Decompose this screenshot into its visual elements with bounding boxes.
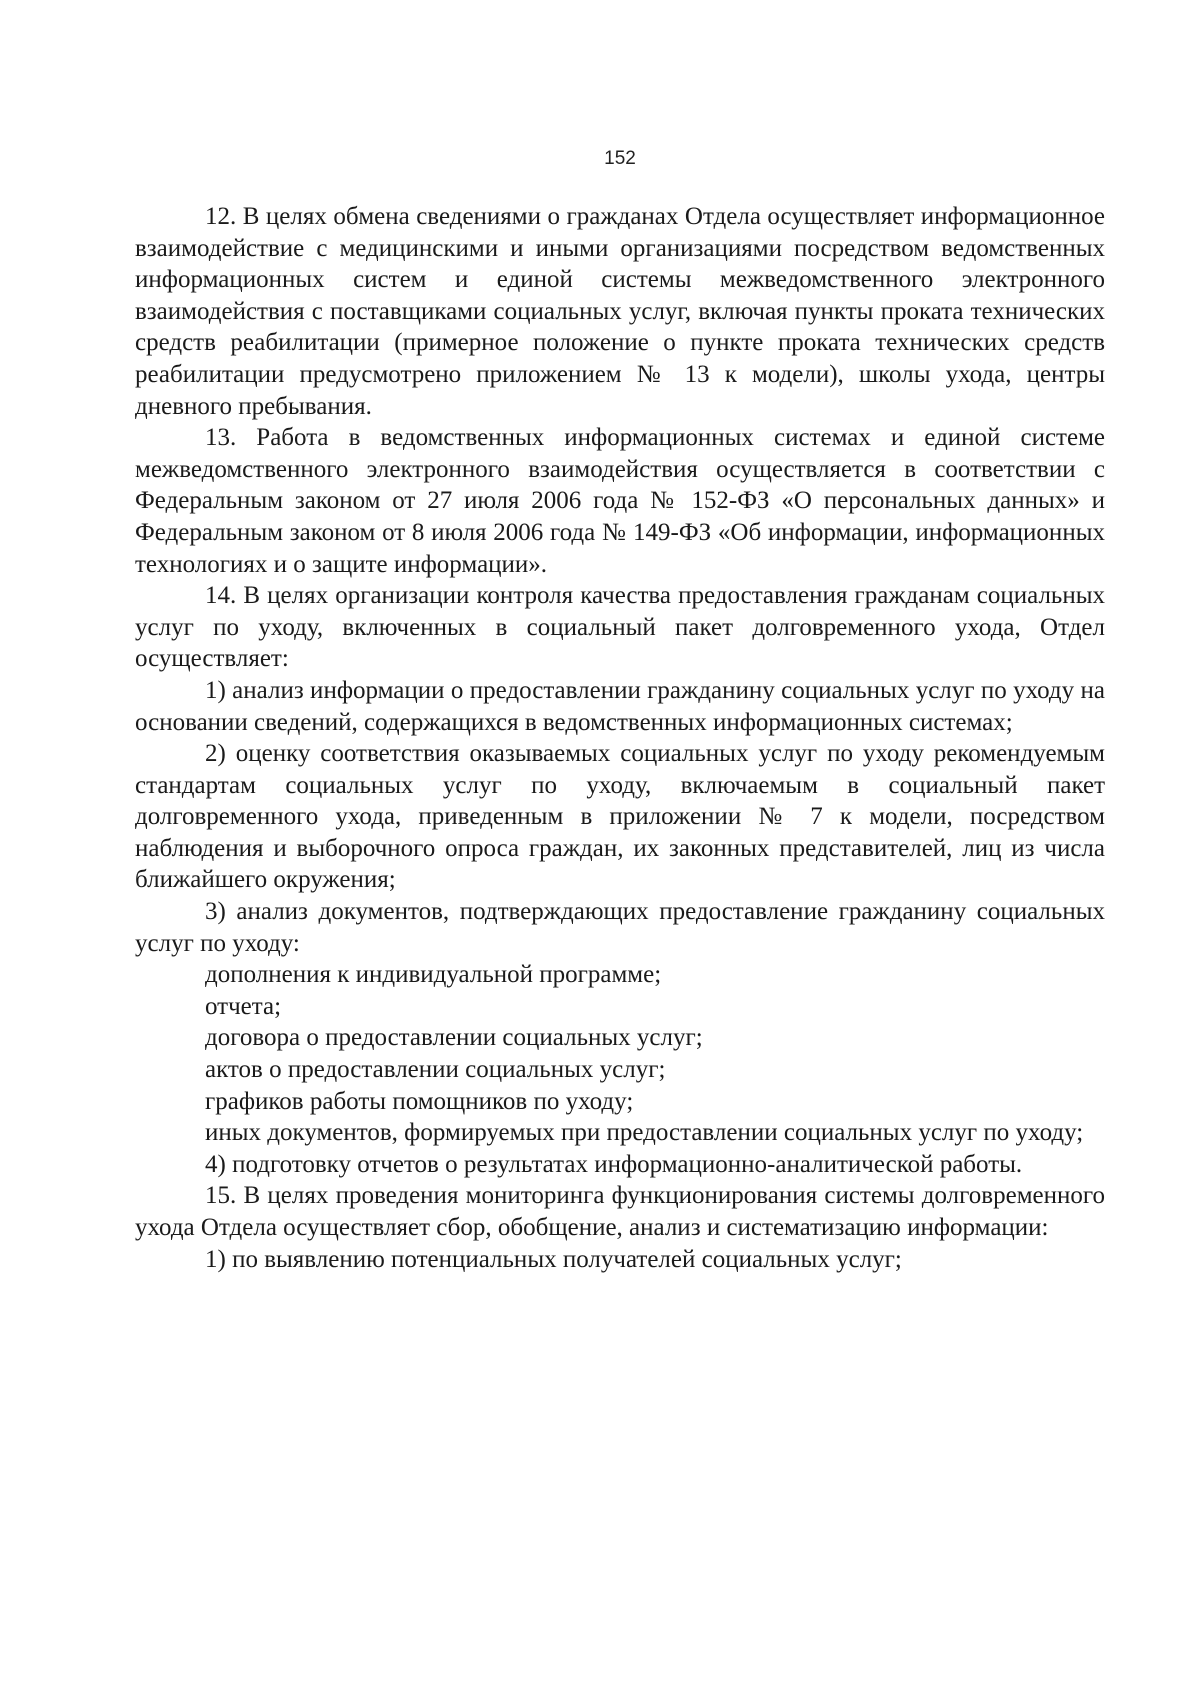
paragraph-14-item-4: 4) подготовку отчетов о результатах информационно-аналитической работы. [205, 1150, 1023, 1178]
paragraph-14: 14. В целях организации контроля качества предоставления гражданам социальных услуг по уходу, включенных в социальный пакет долговременного ухода, Отдел осуществляет: [135, 582, 1105, 673]
page-number: 152 [604, 148, 636, 169]
document-body [135, 201, 1105, 1275]
document-list-item: графиков работы помощников по уходу; [205, 1087, 634, 1115]
paragraph-14-item-1: 1) анализ информации о предоставлении гражданину социальных услуг по уходу на основании сведений, содержащихся в ведомственных информационных системах; [135, 676, 1105, 736]
document-list-item: договора о предоставлении социальных услуг; [205, 1024, 703, 1052]
document-list-item: дополнения к индивидуальной программе; [205, 961, 662, 989]
document-list-item: актов о предоставлении социальных услуг; [205, 1056, 666, 1084]
paragraph-13: 13. Работа в ведомственных информационных системах и единой системе межведомственного электронного взаимодействия осуществляется в соответствии с Федеральным законом от 27 июля 2006 года № 152-ФЗ «О персональных данных» и Федеральным законом от 8 июля 2006 года № 149-ФЗ «Об информации, информационных технологиях и о защите информации». [135, 424, 1105, 578]
document-list-item: иных документов, формируемых при предоставлении социальных услуг по уходу; [205, 1119, 1084, 1147]
paragraph-14-item-3: 3) анализ документов, подтверждающих предоставление гражданину социальных услуг по уходу: [135, 898, 1105, 957]
paragraph-15-item-1: 1) по выявлению потенциальных получателей социальных услуг; [205, 1245, 902, 1273]
paragraph-12: 12. В целях обмена сведениями о гражданах Отдела осуществляет информационное взаимодействие с медицинскими и иными организациями посредством ведомственных информационных систем и единой системы межведомственного электронного взаимодействия с поставщиками социальных услуг, включая пункты проката технических средств реабилитации (примерное положение о пункте проката технических средств реабилитации предусмотрено приложением № 13 к модели), школы ухода, центры дневного пребывания. [135, 203, 1105, 420]
document-list-item: отчета; [205, 992, 282, 1020]
paragraph-15: 15. В целях проведения мониторинга функционирования системы долговременного ухода Отдела осуществляет сбор, обобщение, анализ и систематизацию информации: [135, 1182, 1105, 1241]
paragraph-14-item-2: 2) оценку соответствия оказываемых социальных услуг по уходу рекомендуемым стандартам социальных услуг по уходу, включаемым в социальный пакет долговременного ухода, приведенным в приложении № 7 к модели, посредством наблюдения и выборочного опроса граждан, их законных представителей, лиц из числа ближайшего окружения; [135, 740, 1105, 894]
